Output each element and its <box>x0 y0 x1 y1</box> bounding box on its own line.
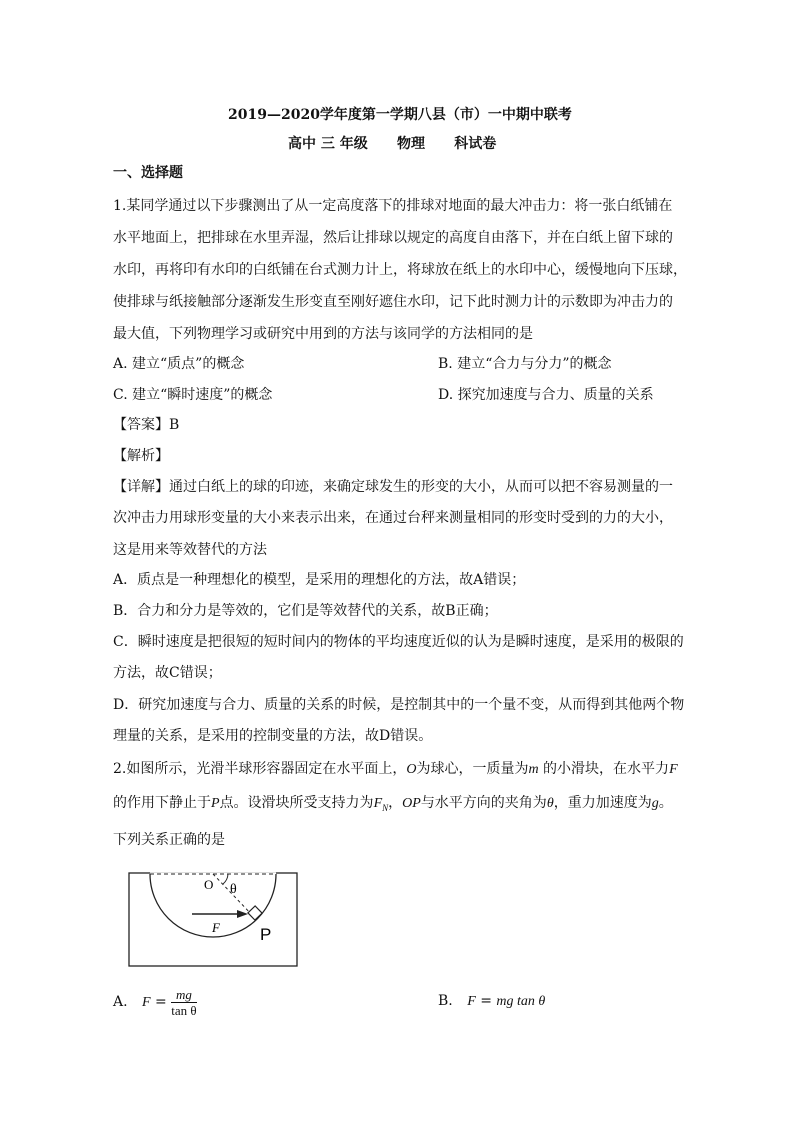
q1-line: 1.某同学通过以下步骤测出了从一定高度落下的排球对地面的最大冲击力：将一张白纸铺在 <box>113 198 673 214</box>
q1-option-c: C. 建立“瞬时速度”的概念 <box>113 387 273 403</box>
section-heading: 一、选择题 <box>113 165 183 181</box>
q1-option-b: B. 建立“合力与分力”的概念 <box>438 356 612 372</box>
q2-text: ，重力加速度为 <box>553 795 652 811</box>
q1-explanation: 方法，故C错误； <box>113 665 222 681</box>
q2-text: 点。设滑块所受支持力为 <box>219 795 374 811</box>
q1-explanation: C．瞬时速度是把很短的短时间内的物体的平均速度近似的认为是瞬时速度，是采用的极限的 <box>113 634 684 650</box>
formula-lhs: F <box>142 995 151 1010</box>
slider-block <box>248 906 262 920</box>
q2-var-theta: θ <box>546 796 554 811</box>
formula-equals: = <box>475 993 497 1009</box>
q1-explanation: B．合力和分力是等效的，它们是等效替代的关系，故B正确； <box>113 603 498 619</box>
q1-answer: 【答案】B <box>113 417 180 433</box>
q2-text: 的作用下静止于 <box>113 795 211 811</box>
q1-line: 最大值，下列物理学习或研究中用到的方法与该同学的方法相同的是 <box>113 326 533 342</box>
label-f: F <box>212 920 220 935</box>
option-label: A. <box>113 994 128 1010</box>
q2-stem-line1 <box>113 759 678 780</box>
fraction-denominator: tan θ <box>171 1002 197 1018</box>
page-subtitle: 高中 三 年级 物理 科试卷 <box>288 136 497 152</box>
q2-text: 的小滑块，在水平力 <box>538 761 670 777</box>
label-o: O <box>204 877 214 892</box>
q2-var-m: m <box>528 762 539 777</box>
q1-option-a: A. 建立“质点”的概念 <box>113 356 245 372</box>
q2-var-fn: F <box>373 796 383 811</box>
q1-line: 使排球与纸接触部分逐渐发生形变直至刚好遮住水印，记下此时测力计的示数即为冲击力的 <box>113 294 673 310</box>
hemisphere-figure <box>126 870 302 970</box>
q1-explanation: D．研究加速度与合力、质量的关系的时候，是控制其中的一个量不变，从而得到其他两个物 <box>113 697 685 713</box>
formula-equals: = <box>150 994 172 1010</box>
q2-stem-line2 <box>113 793 673 818</box>
q2-stem-line3: 下列关系正确的是 <box>113 832 225 848</box>
page-title: 2019—2020学年度第一学期八县（市）一中期中联考 <box>228 107 572 123</box>
q2-var-fn-sub: N <box>382 802 389 813</box>
q1-line: 水印，再将印有水印的白纸铺在台式测力计上，将球放在纸上的水印中心，缓慢地向下压球， <box>113 262 687 278</box>
q1-explanation: A．质点是一种理想化的模型，是采用的理想化的方法，故A错误； <box>113 572 526 588</box>
formula-rhs: mg tan θ <box>496 994 546 1009</box>
q1-option-d: D. 探究加速度与合力、质量的关系 <box>438 387 654 403</box>
fraction <box>171 987 196 1018</box>
q2-text: ， <box>388 795 403 811</box>
fraction-numerator: mg <box>171 987 196 1003</box>
formula-lhs: F <box>467 994 476 1009</box>
q2-var-f: F <box>669 762 678 777</box>
q1-detail-line: 【详解】通过白纸上的球的印迹，来确定球发生的形变的大小，从而可以把不容易测量的一 <box>113 479 673 495</box>
q1-detail-line: 次冲击力用球形变量的大小来表示出来，在通过台秤来测量相同的形变时受到的力的大小， <box>113 510 673 526</box>
q2-var-o: O <box>406 762 417 777</box>
q1-analysis-label: 【解析】 <box>113 448 169 464</box>
q2-option-b <box>438 991 545 1012</box>
q2-var-g: g <box>651 796 659 811</box>
q1-line: 水平地面上，把排球在水里弄湿，然后让排球以规定的高度自由落下，并在白纸上留下球的 <box>113 230 673 246</box>
q2-text: 与水平方向的夹角为 <box>420 795 547 811</box>
q2-var-op: OP <box>402 796 421 811</box>
q2-text: 。 <box>658 795 673 811</box>
q2-text: 为球心，一质量为 <box>416 761 529 777</box>
force-arrow-head <box>237 910 248 918</box>
q1-explanation: 理量的关系，是采用的控制变量的方法，故D错误。 <box>113 728 433 744</box>
q2-var-p: P <box>211 796 220 811</box>
option-label: B. <box>438 993 453 1009</box>
q2-text: 2.如图所示，光滑半球形容器固定在水平面上， <box>113 761 407 777</box>
label-p: P <box>260 925 272 944</box>
q1-detail-line: 这是用来等效替代的方法 <box>113 542 267 558</box>
q2-option-a <box>113 985 197 1020</box>
label-theta: θ <box>230 882 237 897</box>
